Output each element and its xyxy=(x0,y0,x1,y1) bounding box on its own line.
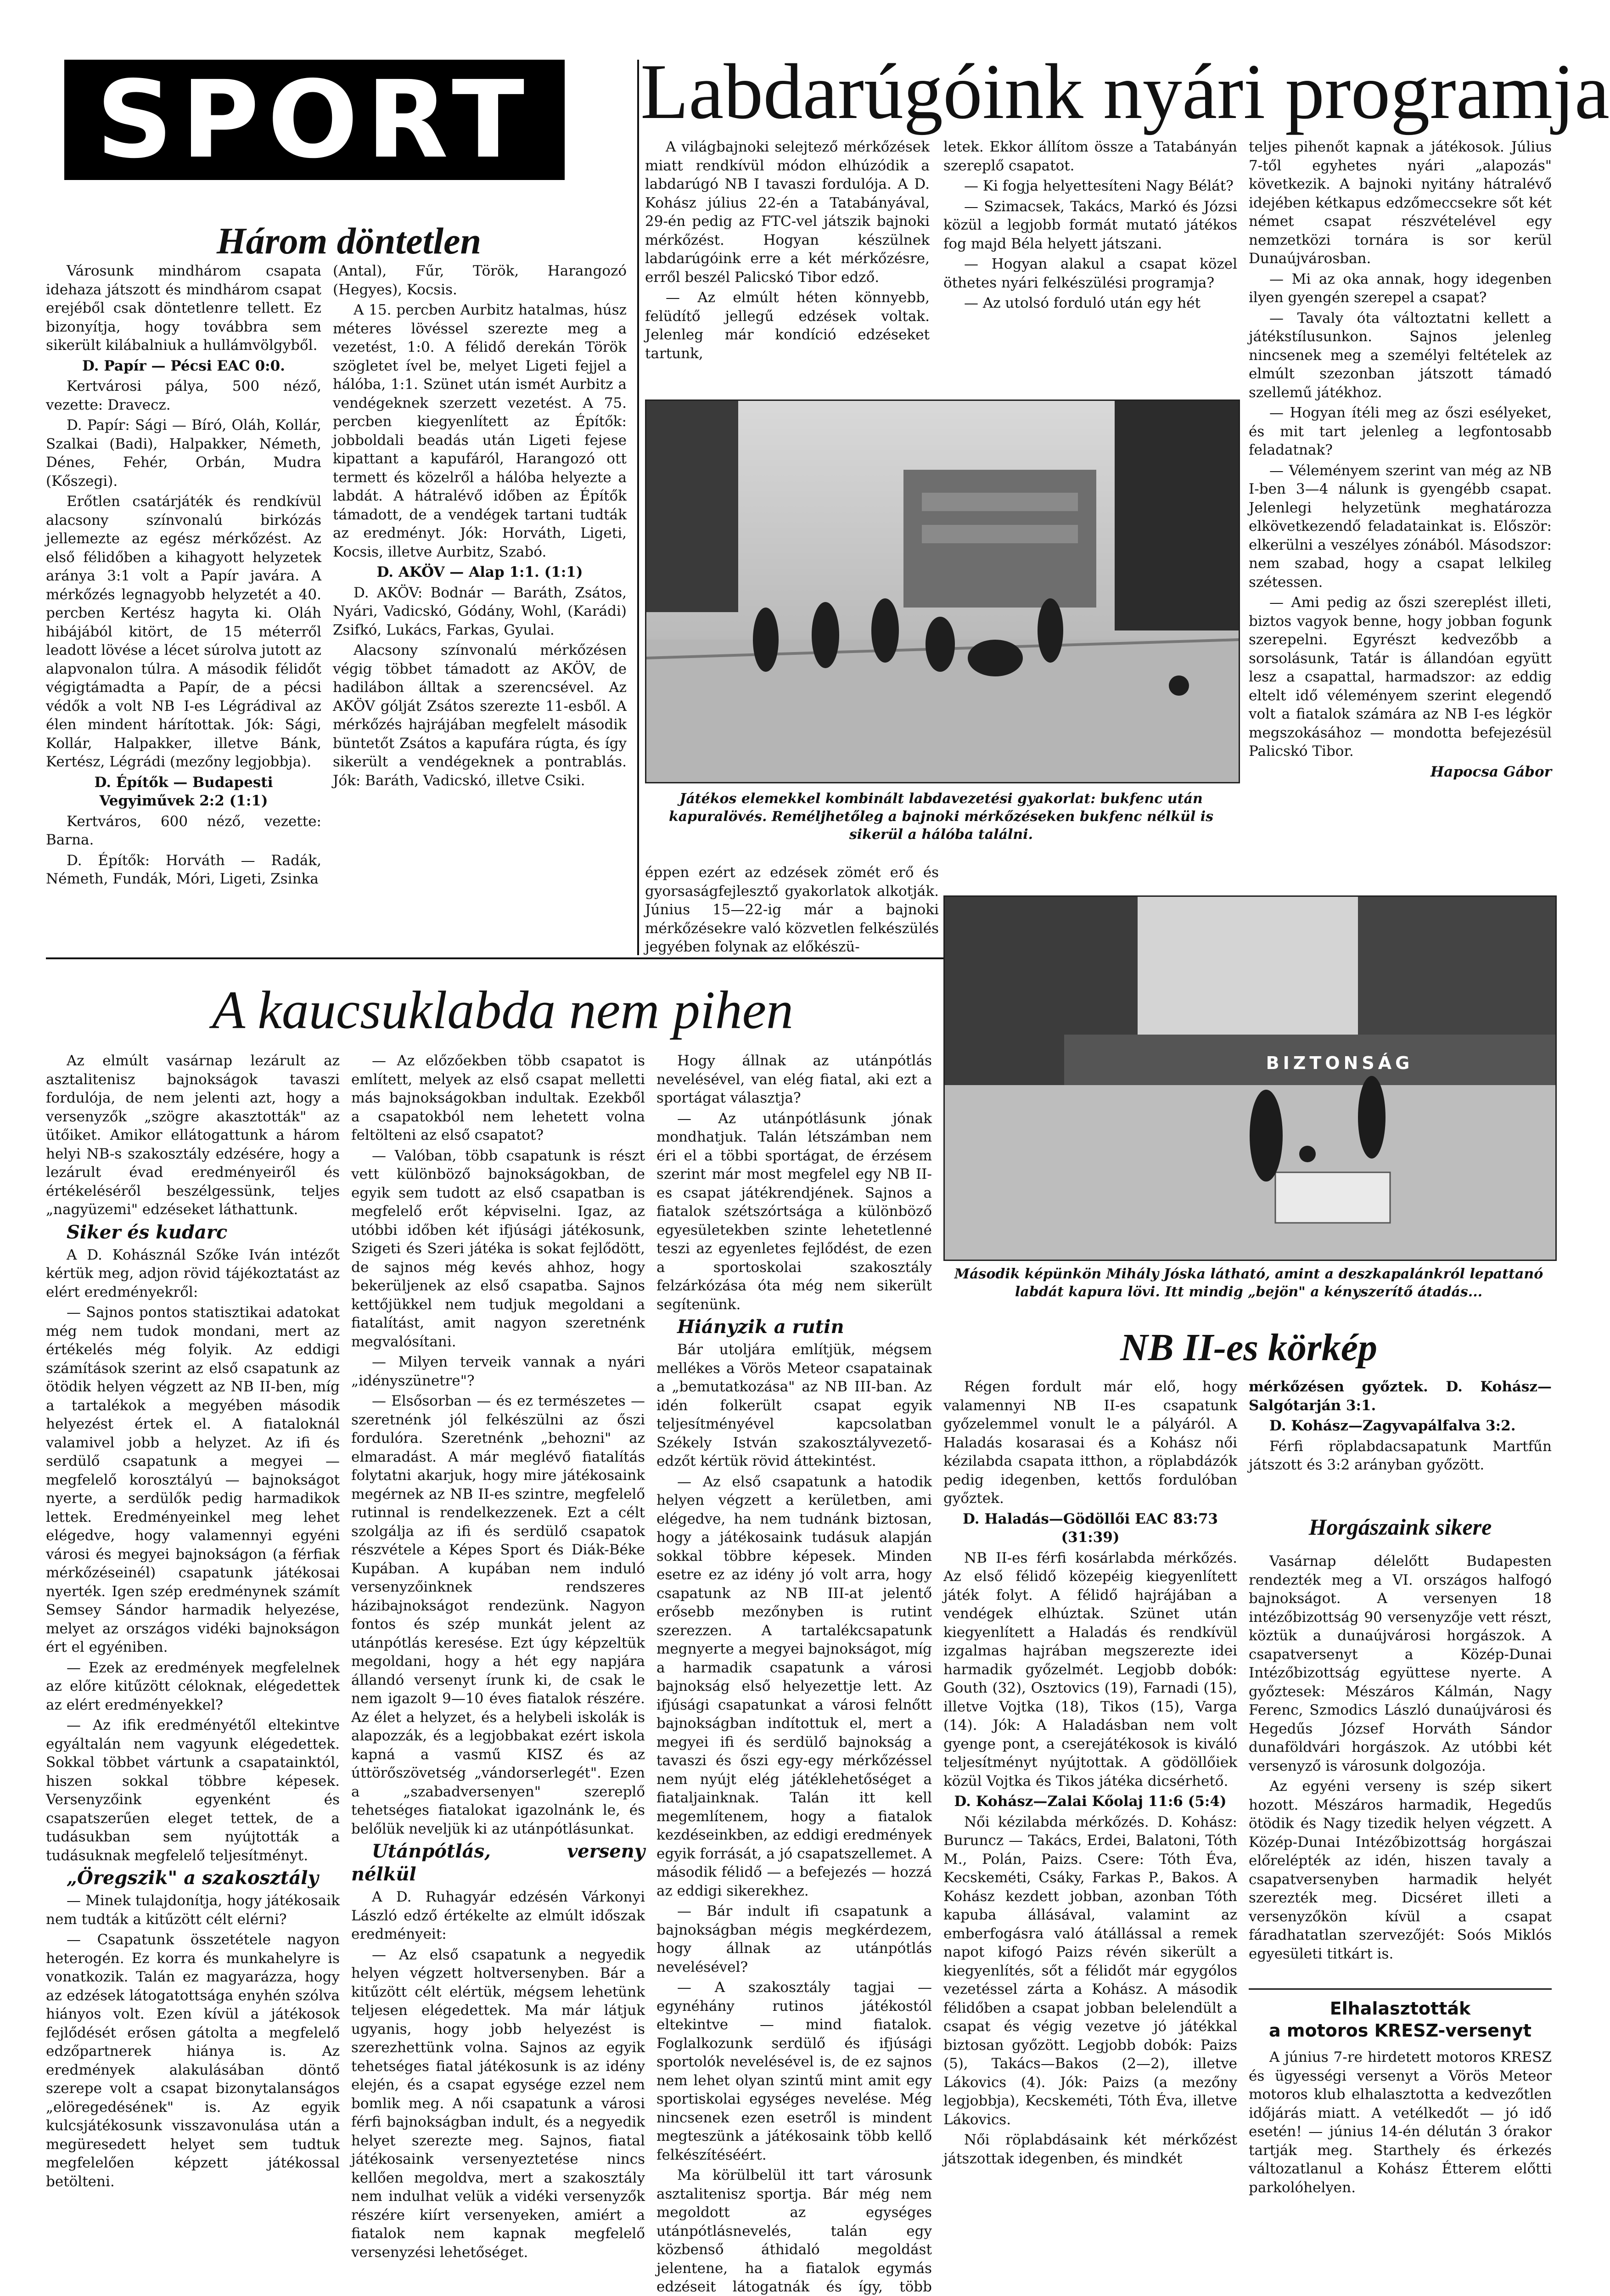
article-paragraph: — Ami pedig az őszi szereplést illeti, biztos vagyok benne, hogy jobban fogunk szerepelni. Egyrészt kedvezőbb a sorsolásunk, Tatár is állandóan együtt lesz a csapattal, harmadszor: az eddig eltelt idő véleményem szerint elegendő volt a fiatalok számára az NB I-es légkör megszokásához — mondotta befejezésül Palicskó Tibor. xyxy=(1249,594,1552,760)
nb2-column-1 xyxy=(943,1378,1237,2170)
football-column-2-bottom xyxy=(645,863,939,958)
article-paragraph: — Az elmúlt héten könnyebb, felüdítő jellegű edzések voltak. Jelenleg már kondíció edzéseket tartunk, xyxy=(645,289,930,362)
article-paragraph: A június 7-re hirdetett motoros KRESZ és ügyességi versenyt a Vörös Meteor motoros klub elhalasztotta a kedvezőtlen időjárás miatt. A vetélkedőt — jó idő esetén! — június 14-én délután 3 órakor tartják meg. Starthely és érkezés változatlanul a Kohász Étterem előtti parkolóhelyen. xyxy=(1249,2049,1552,2196)
article-paragraph: Hogy állnak az utánpótlás nevelésével, van elég fiatal, aki ezt a sportágat választja? xyxy=(656,1052,932,1106)
article-paragraph: — Minek tulajdonítja, hogy játékosaik nem tudták a kitűzött célt elérni? xyxy=(46,1892,340,1928)
article-paragraph: — Az első csapatunk a hatodik helyen végzett a kerületben, ami elégedve, ha nem tudnánk biztosan, hogy a játékosaink tudásuk alapján sokkal többre képesek. Minden esetre ez az idény jó volt arra, hogy csapatunk az NB III-at jelentő erősebb mezőnyben is rutint szerezzen. A tartalékcsapatunk megnyerte a megyei bajnokságot, míg a harmadik csapatunk a városi bajnokság első helyezettje lett. Az ifjúsági csapatunkat a városi felnőtt bajnokságban indítottuk el, mert a megyei ifi és serdülő bajnokság a tavaszi és őszi egy-egy mérkőzéssel nem nyújt elég játéklehetőséget a fiataljainknak. Talán itt kell megemlítenem, hogy a fiatalok kezdéseinkben, az eddigi eredmények egyik forrását, a jó csapatszellemet. A második félidő — a befejezés — hozzá az eddigi sikerekhez. xyxy=(656,1473,932,1899)
article-paragraph: — Szimacsek, Takács, Markó és Józsi közül a legjobb formát mutató játékos fog majd Béla helyett játszani. xyxy=(943,198,1237,252)
article-paragraph: Erőtlen csatárjáték és rendkívül alacsony színvonalú birkózás jellemezte az egész mérkőzést. Az első félidőben a kihagyott helyzetek aránya 3:1 volt a Papír javára. A mérkőzés legnagyobb helyzetét a 40. percben Kertész hagyta ki. Oláh hibájából kitört, de 15 méterről leadott lövése a lécet súrolva jutott az alapvonalon túlra. A második félidőt végigtámadta a Papír, de a pécsi védők a volt NB I-es Légrádival az élen mindent hárítottak. Jók: Sági, Kollár, Halpakker, illetve Bánk, Kertész, Légrádi (mezőny legjobbja). xyxy=(46,493,321,770)
article-paragraph: — Ki fogja helyettesíteni Nagy Bélát? xyxy=(964,178,1234,194)
article-paragraph: — Az ifik eredményétől eltekintve egyáltalán nem vagyunk elégedettek. Sokkal többet vártunk a csapatainktól, hiszen sokkal többre képesek. Versenyzőink egyenként és csapatszerűen eleget tettek, de a tudásukban sem nyújtották a tudásuknak megfelelő teljesítményt. xyxy=(46,1717,340,1864)
lineup: D. Építők: Horváth — Radák, Németh, Fundák, Móri, Ligeti, Zsinka xyxy=(46,852,321,887)
kresz-text-wrap xyxy=(1249,2048,1552,2197)
section-subheading: Hiányzik a rutin xyxy=(677,1316,844,1338)
article-paragraph: Vasárnap délelőtt Budapesten rendezték meg a VI. országos halfogó bajnokságot. A versenyen 18 intézőbizottság 90 versenyzője vett részt, köztük a dunaújvárosi horgászok. A csapatversenyt a Közép-Dunai Intézőbizottság együttese nyerte. A győztesek: Mészáros Kálmán, Nagy Ferenc, Szmodics László dunaújvárosi és Hegedűs József Horváth Sándor dunaföldvári horgászok. Az utóbbi két versenyző is városunk dolgozója. xyxy=(1249,1553,1552,1774)
kresz-title-line-1: Elhalasztották xyxy=(1330,1998,1471,2019)
table-tennis-column-2 xyxy=(351,1052,645,2263)
article-paragraph: — Az utolsó forduló után egy hét xyxy=(964,295,1201,311)
kresz-title-line-2: a motoros KRESZ-versenyt xyxy=(1269,2020,1531,2041)
anglers-article xyxy=(1249,1552,1552,1965)
article-paragraph: — Véleményem szerint van még az NB I-ben 3—4 nálunk is gyengébb csapat. Jelenlegi helyzetünk meghatározza elkövetkezendő feladatainkat is. Először: elkerülni a veszélyes zónából. Másodszor: nem szabad, hogy a csapat lelkileg szétessen. xyxy=(1249,462,1552,591)
article-paragraph: Férfi röplabdacsapatunk Martfűn játszott és 3:2 arányban győzött. xyxy=(1249,1438,1552,1473)
article-paragraph: — Valóban, több csapatunk is részt vett különböző bajnokságokban, de egyik sem tudott az első csapatban is megfelelő erőt képviselni. Igaz, az utóbbi időben két ifjúsági játékosunk, Szigeti és Szeri játéka is sokat fejlődött, de sajnos még kevés ahhoz, hogy bekerüljenek az első csapatba. Sajnos kettőjükkel nem tudjuk megoldani a fiatalítást, amit nagyon szeretnénk megvalósítani. xyxy=(351,1147,645,1350)
article-paragraph: Régen fordult már elő, hogy valamennyi NB II-es csapatunk győzelemmel vonult le a pályáról. A Haladás kosarasai és a Kohász női kézilabda csapata itthon, a röplabdázók pedig idegenben, kettős fordulóban győztek. xyxy=(943,1379,1237,1507)
football-column-2 xyxy=(943,138,1237,315)
article-paragraph: A D. Kohásznál Szőke Iván intézőt kértük meg, adjon rövid tájékoztatást az elért eredményekről: xyxy=(46,1246,340,1300)
lineup: D. AKÖV: Bodnár — Baráth, Zsátos, Nyári, Vadicskó, Gódány, Wohl, (Karádi) Zsifkó, Lukács, Farkas, Gyulai. xyxy=(333,584,627,638)
three-draws-headline: Három döntetlen xyxy=(216,220,482,262)
photo-1-caption: Játékos elemekkel kombinált labdavezetési gyakorlat: bukfenc után kapuralövés. Reméljhetőleg a bajnoki mérkőzéseken bukfenc nélkül is sikerül a hálóba találni. xyxy=(668,791,1214,843)
article-paragraph: — Hogyan alakul a csapat közel öthetes nyári felkészülési programja? xyxy=(943,256,1237,291)
anglers-headline: Horgászaink sikere xyxy=(1308,1514,1492,1540)
author-signature: Haросsa Gábor xyxy=(1430,763,1552,780)
article-paragraph: — Tavaly óta változtatni kellett a játékstílusunkon. Sajnos jelenleg nincsenek meg a személyi feltételek az elmúlt szezonban játszott támadó szellemű játékhoz. xyxy=(1249,310,1552,401)
article-paragraph: — Elsősorban — és ez természetes — szeretnénk jól felkészülni az őszi fordulóra. Szeretnénk „behozni" az elmaradást. A már meglévő fiatalítás folytatni akarjuk, hogy mire játékosaink megérnek az NB II-es szintre, megfelelő rutinnal is rendelkezzenek. Ezt a célt szolgálja az ifi és serdülő csapatok részvétele a Képes Sport és Diák-Béke Kupában. A kupában nem induló versenyzőinknek rendszeres házibajnokságot rendezünk. Nagyon fontos és szép munkát jelent az utánpótlás keresése. Ezt úgy képzeltük megoldani, hogy a hét egy napjára állandó versenyt írunk ki, de csak le nem igazolt 9—10 éves fiatalok részére. Az élet a helyzet, és a helybeli iskolák is alapozzák, és a legjobbakat ezért iskola kapná a vasmű KISZ és az úttörőszövetség „vándorserlegét". Ezen a „szabadversenyen" szereplő tehetséges fiatalokat igazolnánk le, és belőlük neveljük ki az utánpótlásunkat. xyxy=(351,1393,645,1837)
article-paragraph: — Az első csapatunk a negyedik helyen végzett holtversenyben. Bár a kitűzött célt elértük, mégsem lehetünk teljesen elégedettek. Ma már látjuk ugyanis, hogy jobb helyezést is szerezhettünk volna. Sajnos az egyik tehetséges fiatal játékosunk is az idény elején, és a csapat egysége ezzel nem bomlik meg. A női csapatunk a városi férfi bajnokságban indult, és a negyedik helyet szerezte meg. Sajnos, fiatal játékosaink versenyeztetése nincs kellően megoldva, mert a szakosztály nem indulhat velük a vidéki versenyzők részére kiírt versenyeken, amiért a fiatalok nem kapnak megfelelő versenyzési lehetőséget. xyxy=(351,1946,645,2261)
table-tennis-column-3 xyxy=(656,1052,932,2296)
article-paragraph: — Bár indult ifi csapatunk a bajnokságban mégis megkérdezem, hogy állnak az utánpótlás nevelésével? xyxy=(656,1903,932,1975)
match-result: mérkőzésen győztek. D. Kohász—Salgótarján 3:1. xyxy=(1249,1379,1552,1414)
article-paragraph: A 15. percben Aurbitz hatalmas, húsz méteres lövéssel szerezte meg a vezetést, 1:0. A félidő derekán Török szögletet ível be, melyet Ligeti fejjel a hálóba, 1:1. Szünet után ismét Aurbitz a vendégeknek szerzett vezetést. A 75. percben kiegyenlített az Építők: jobboldali beadás után Ligeti fejese kipattant a kapufáról, Harangozó ott termett és közelről a hálóba helyezte a labdát. A hátralévő időben az Építők támadott, de a vendégek tartani tudták az eredményt. Jók: Horváth, Ligeti, Kocsis, illetve Aurbitz, Szabó. xyxy=(333,302,627,560)
article-paragraph: Bár utoljára említjük, mégsem mellékes a Vörös Meteor csapatainak a „bemutatkozása" az NB III-ban. Az idén folkerült csapat egyik teljesítményével kapcsolatban Székely István szakosztályvezető-edzőt kértük rövid áttekintést. xyxy=(656,1341,932,1469)
lineup: D. Papír: Sági — Bíró, Oláh, Kollár, Szalkai (Badi), Halpakker, Németh, Dénes, Fehér, Orbán, Mudra (Kőszegi). xyxy=(46,417,321,490)
article-paragraph: — Csapatunk összetétele nagyon heterogén. Ez korra és munkahelyre is vonatkozik. Talán ez magyarázza, hogy az edzések látogatottsága enyhén szólva hiányos volt. Ezen kívül a játékosok fejlődését erősen gátolta a megfelelő edzőpartnerek hiánya is. Az eredmények alakulásában döntő szerepe volt a csapat bizonytalanságos „elöregedésének" is. Az egyik kulcsjátékosunk visszavonulása után a megüresedett helyet sem tudtuk megfelelően képzett játékossal betölteni. xyxy=(46,1931,340,2190)
article-paragraph: A D. Ruhagyár edzésén Várkonyi László edző értékelte az elmúlt időszak eredményeit: xyxy=(351,1889,645,1942)
article-paragraph: éppen ezért az edzések zömét erő és gyorsaságfejlesztő gyakorlatok alkotják. Június 15—22-ig már a bajnoki mérkőzésekre való közvetlen felkészülés jegyében folynak az előkészü- xyxy=(645,864,939,955)
three-draws-column-1 xyxy=(46,262,321,890)
article-paragraph: Kertváros, 600 néző, vezette: Barna. xyxy=(46,813,321,848)
football-column-3 xyxy=(1249,138,1552,783)
article-paragraph: — Hogyan ítéli meg az őszi esélyeket, és mit tart jelenleg a legfontosabb feladatnak? xyxy=(1249,405,1552,458)
article-paragraph: NB II-es férfi kosárlabda mérkőzés. Az első félidő közepéig kiegyenlített játék folyt. A félidő hajrájában a vendégek elhúztak. Szünet után kiegyenlített a Haladás és rendkívül izgalmas hajrában megszerezte idei harmadik győzelmét. Legjobb dobók: Gouth (32), Osztovics (19), Farnadi (15), illetve Vojtka (18), Tikos (15), Varga (14). Jók: A Haladásban nem volt gyenge pont, a cserejátékosok is kiváló teljesítményt nyújtottak. A gödöllőiek közül Vojtka és Tikos játéka dicsérhető. xyxy=(943,1549,1237,1790)
article-paragraph: Az elmúlt vasárnap lezárult az asztalitenisz bajnokságok tavaszi fordulója, de nem jelenti azt, hogy a versenyzők „szögre akasztották" az ütőiket. Amikor ellátogattunk a három helyi NB-s szakosztály edzésére, hogy a lezárult évad eredményeiről és értékeléséről beszélgessünk, teljes „nagyüzemi" edzéseket láthattunk. xyxy=(46,1052,340,1218)
article-paragraph: — A szakosztály tagjai — egynéhány rutinos játékostól eltekintve — mind fiatalok. Foglalkozunk serdülő és ifjúsági sportolók nevelésével is, de ez sajnos nem lehet olyan szintű mint amit egy sportiskolai egységes nevelése. Még nincsenek ezen esetről is mindent megteszünk a játékosaink több kellő felkészítéséért. xyxy=(656,1979,932,2163)
article-paragraph: — Ezek az eredmények megfelelnek az előre kitűzött céloknak, elégedettek az elért eredményekkel? xyxy=(46,1659,340,1713)
match-result: D. Kohász—Zalai Kőolaj 11:6 (5:4) xyxy=(954,1793,1227,1810)
section-divider xyxy=(1249,1988,1552,1990)
table-tennis-headline: A kaucsuklabda nem pihen xyxy=(212,980,794,1040)
article-paragraph: — Sajnos pontos statisztikai adatokat még nem tudok mondani, mert az értékelés még folyik. Az eddigi számítások szerint az első csapatunk az ötödik helyen végzett az NB II-ben, míg a tartalékok a megyében második helyezést értek el. A fiataloknál valamivel jobb a helyzet. Az ifi és serdülő csapatunk a megyei — megfelelő korosztályú — bajnokságot nyerte, a serdülők pedig harmadikok lettek. Eredményeinkel meg lehet elégedve, hogy valamennyi egyéni városi és megyei bajnokságon (a férfiak mérkőzéseinél) csapatunk játékosai nyerték. Igen szép eredménynek számít Semsey Sándor harmadik helyezése, melyet az országos vidéki bajnokságon ért el egyéniben. xyxy=(46,1304,340,1655)
section-subheading: „Öregszik" a szakosztály xyxy=(67,1867,319,1889)
stadium-banner-text: BIZTONSÁG xyxy=(1266,1053,1414,1073)
match-result: D. AKÖV — Alap 1:1. (1:1) xyxy=(376,564,583,580)
article-paragraph: Városunk mindhárom csapata idehaza játszott és mindhárom csapat erejéből csak döntetlenre tellett. Ez bizonyítja, hogy továbbra sem sikerült kilábalniuk a hullámvölgyből. xyxy=(46,263,321,354)
article-paragraph: A világbajnoki selejtező mérkőzések miatt rendkívül módon elhúzódik a labdarúgó NB I tavaszi fordulója. A D. Kohász július 22-én a Tatabányával, 29-én pedig az FTC-vel játszik bajnoki mérkőzést. Hogyan készülnek labdarúgóink erre a két mérkőzésre, erről beszél Palicskó Tibor edző. xyxy=(645,139,930,286)
section-subheading: Utánpótlás, verseny nélkül xyxy=(351,1840,645,1885)
section-divider xyxy=(46,957,959,959)
match-result: D. Papír — Pécsi EAC 0:0. xyxy=(82,357,285,374)
match-result: D. Építők — Budapesti Vegyiművek 2:2 (1:1) xyxy=(94,774,273,809)
article-paragraph: — Milyen terveik vannak a nyári „idényszünetre"? xyxy=(351,1354,645,1389)
sport-section-label: SPORT xyxy=(64,60,565,180)
training-photo-1 xyxy=(645,400,1240,783)
photo-2-caption: Második képünkön Mihály Jóska látható, amint a deszkapalánkról lepattanó labdát kapura lövi. Itt mindig „bejön" a kényszerítő átadás... xyxy=(954,1266,1543,1300)
article-paragraph: — Az előzőekben több csapatot is említett, melyek az első csapat melletti más bajnokságokban indultak. Ezekből a csapatokból nem lehetett volna feltölteni az első csapatot? xyxy=(351,1052,645,1143)
article-paragraph: Ma körülbelül itt tart városunk asztalitenisz sportja. Bár még nem megoldott az egységes utánpótlásnevelés, talán egy közbenső áthidaló megoldást jelentene, ha a fiatalok egymás edzéseit látogatnák és így, több xyxy=(656,2167,932,2295)
table-tennis-column-1 xyxy=(46,1052,340,2193)
article-paragraph: — Mi az oka annak, hogy idegenben ilyen gyengén szerepel a csapat? xyxy=(1249,270,1552,306)
nb2-column-2 xyxy=(1249,1378,1552,1476)
article-paragraph: Női röplabdásaink két mérkőzést játszottak idegenben, és mindkét xyxy=(943,2132,1237,2167)
football-headline: Labdarúgóink nyári programja xyxy=(640,48,1610,135)
training-photo-2 xyxy=(943,895,1557,1261)
match-result: D. Kohász—Zagyvapálfalva 3:2. xyxy=(1269,1418,1516,1434)
article-paragraph: letek. Ekkor állítom össze a Tatabányán szereplő csapatot. xyxy=(943,139,1237,174)
match-result: D. Haladás—Gödöllői EAC 83:73 (31:39) xyxy=(963,1510,1218,1546)
article-paragraph: — Az utánpótlásunk jónak mondhatjuk. Talán létszámban nem éri el a többi sportágat, de érzésem szerint már most megfelel egy NB II-es csapat játékrendjének. Sajnos a fiatalok szétszórtsága a különböző egyesületekben szinte lehetetlenné teszi az egyenletes fejlődést, de ezen a sportoskolai szakosztály felzárkózása óta még nem sikerült segítenünk. xyxy=(656,1110,932,1313)
section-subheading: Siker és kudarc xyxy=(67,1221,228,1243)
article-paragraph: Női kézilabda mérkőzés. D. Kohász: Buruncz — Takács, Erdei, Balatoni, Tóth M., Polán, Paizs. Csere: Tóth Éva, Kecskeméti, Csáky, Farkas P., Bakos. A Kohász kezdett jobban, azonban Tóth kapuba állásával, valamint az emberfogásra való átállással a remek napot kifogó Paizs révén sikerült a kiegyenlítés, sőt a félidőt már egygólos vezetéssel zárta a Kohász. A második félidőben a csapat jobban belelendült a csapat és végig vezetve jó játékkal biztosan győzött. Legjobb dobók: Paizs (5), Takács—Bakos (2—2), illetve Lákovics (4). Jók: Paizs (a mezőny legjobbja), Kecskeméti, Tóth Éva, illetve Lákovics. xyxy=(943,1813,1237,2128)
kresz-notice xyxy=(1249,1998,1552,2199)
article-paragraph: Alacsony színvonalú mérkőzésen végig többet támadott az AKÖV, de hadilábon álltak a szerencsével. Az AKÖV gólját Zsátos szerezte 11-esből. A mérkőzés hajrájában megfelelt második büntetőt Zsátos a kapufára rúgta, és így sikerült a vendégeknek a pontrablás. Jók: Baráth, Vadicskó, illetve Csiki. xyxy=(333,642,627,789)
three-draws-column-2 xyxy=(333,262,627,792)
football-column-1 xyxy=(645,138,930,365)
article-paragraph: teljes pihenőt kapnak a játékosok. Július 7-től egyhetes nyári „alapozás" következik. A bajnoki nyitány hátralévő idejében kétkapus edzőmeccsekre sőt két német csapat részvételével egy nemzetközi tornára is sor kerül Dunaújvárosban. xyxy=(1249,139,1552,267)
nb2-headline: NB II-es körkép xyxy=(1120,1326,1377,1369)
article-paragraph: (Antal), Fűr, Török, Harangozó (Hegyes), Kocsis. xyxy=(333,263,627,298)
column-divider xyxy=(637,60,639,955)
article-paragraph: Kertvárosi pálya, 500 néző, vezette: Dravecz. xyxy=(46,378,321,413)
article-paragraph: Az egyéni verseny is szép sikert hozott. Mészáros harmadik, Hegedűs ötödik és Nagy tizedik helyen végzett. A Közép-Dunai Intézőbizottság horgászai előrelépték az idén, hiszen tavaly a csapatversenyben harmadik helyét szerezték meg. Dicséret illeti a versenyzőkön kívül a csapat fáradhatatlan szervezőjét: Soós Miklós egyesületi titkárt is. xyxy=(1249,1778,1552,1962)
